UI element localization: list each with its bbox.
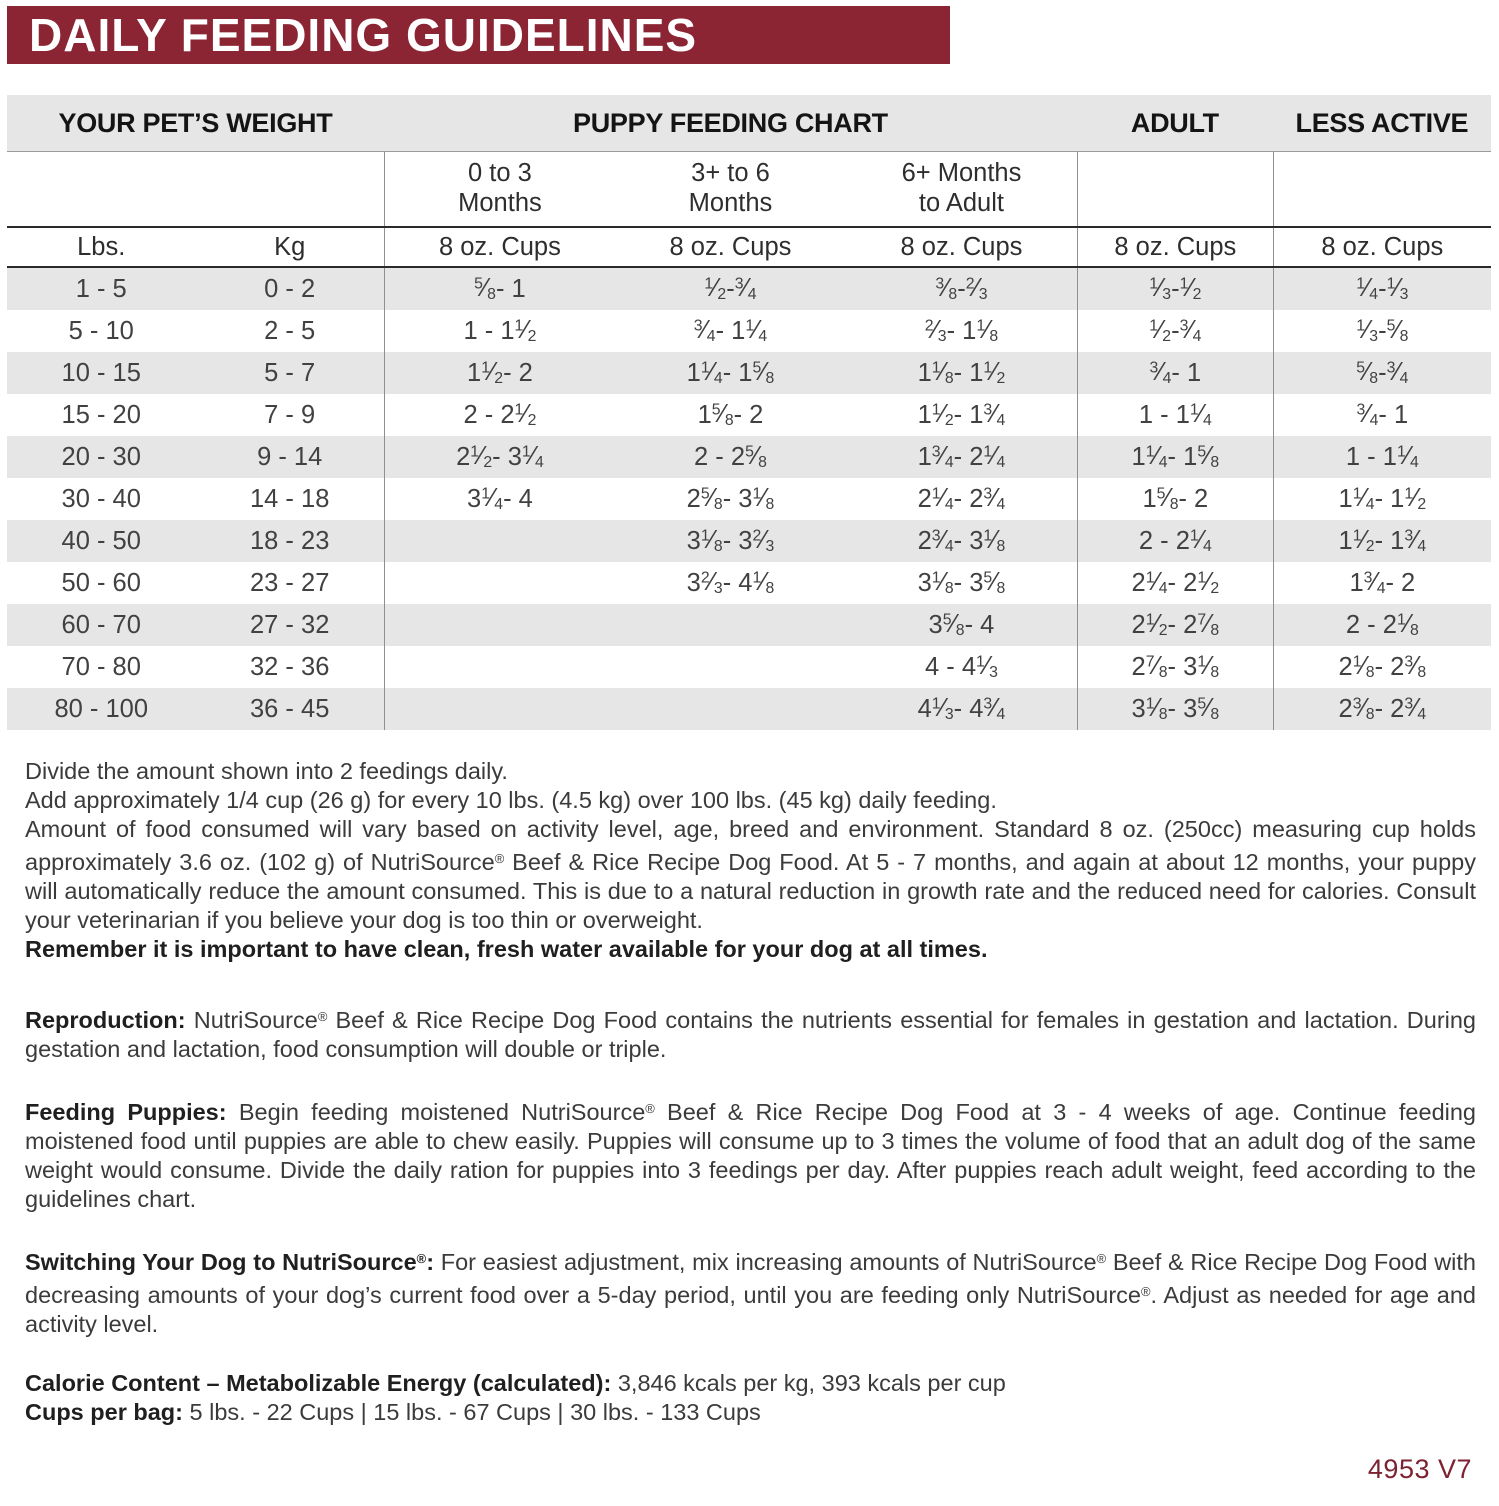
age-range-line: 0 to 3 [468,159,532,188]
cell-puppy-6-adult: 3 $^5⁄_8$ - 4 [928,609,995,640]
cell-less-active: $^1⁄_3$ - $^5⁄_8$ [1273,310,1491,352]
cell-less-active: 1 - 1 $^1⁄_4$ [1273,436,1491,478]
cell-adult: 2 $^1⁄_4$ - 2 $^1⁄_2$ [1077,562,1273,604]
cell-kg: 7 - 9 [264,400,316,429]
note-paragraph: Feeding Puppies: Begin feeding moistened NutriSource® Beef & Rice Recipe Dog Food at 3 - 4 weeks of age. Continue feeding moistened food until puppies are able to chew easily. Puppies will consume up to 3 times the volume of food that an adult dog of the same weight would consume. Divide the daily ration for puppies into 3 feedings per day. After puppies reach adult weight, feed according to the guidelines chart. [25,1099,1476,1213]
note-paragraph: Remember it is important to have clean, fresh water available for your dog at all times. [25,936,988,963]
cell-adult: 1 $^5⁄_8$ - 2 [1077,478,1273,520]
age-range-line: to Adult [918,189,1004,217]
table-row [7,478,1491,520]
cell-puppy-6-adult: 2 $^3⁄_4$ - 3 $^1⁄_8$ [917,525,1006,556]
cell-lbs: 15 - 20 [61,400,141,429]
cell-lbs: 5 - 10 [68,316,134,345]
cell-puppy-0-3: 1 - 1 $^1⁄_2$ [384,310,615,352]
table-row [7,562,1491,604]
cell-puppy-0-3 [384,562,615,604]
age-range-less-active-spacer [1273,152,1491,226]
cell-puppy-6-adult: $^2⁄_3$ - 1 $^1⁄_8$ [924,315,999,346]
cell-less-active: $^3⁄_4$ - 1 [1273,394,1491,436]
cell-less-active: $^1⁄_4$ - $^1⁄_3$ [1273,268,1491,310]
feeding-table [7,95,1491,730]
table-row [7,310,1491,352]
note-paragraph: Divide the amount shown into 2 feedings daily. [25,758,508,784]
units-header-row [7,228,1491,268]
title-banner [7,6,950,64]
cell-puppy-3-6: 2 $^5⁄_8$ - 3 $^1⁄_8$ [686,483,775,514]
cell-adult: 2 $^7⁄_8$ - 3 $^1⁄_8$ [1077,646,1273,688]
unit-kg: Kg [274,232,306,261]
cell-less-active: 2 - 2 $^1⁄_8$ [1273,604,1491,646]
note-lead: Cups per bag: [25,1399,183,1426]
cell-puppy-3-6: 1 $^5⁄_8$ - 2 [697,399,764,430]
cell-puppy-0-3: $^5⁄_8$ - 1 [384,268,615,310]
cell-puppy-3-6: $^3⁄_4$ - 1 $^1⁄_4$ [693,315,768,346]
cell-kg: 23 - 27 [249,568,330,597]
note-lead: Calorie Content – Metabolizable Energy (calculated): [25,1370,612,1397]
table-section-header-row [7,95,1491,152]
cell-puppy-0-3: 1 $^1⁄_2$ - 2 [384,352,615,394]
table-row [7,352,1491,394]
unit-cups-less-active: 8 oz. Cups [1273,228,1491,266]
cell-adult: 3 $^1⁄_8$ - 3 $^5⁄_8$ [1077,688,1273,730]
note-paragraph: Reproduction: NutriSource® Beef & Rice Recipe Dog Food contains the nutrients essential for females in gestation and lactation. During gestation and lactation, food consumption will double or triple. [25,1007,1476,1063]
cell-lbs: 60 - 70 [61,610,141,639]
cell-adult: $^3⁄_4$ - 1 [1077,352,1273,394]
cell-puppy-6-adult: 1 $^1⁄_2$ - 1 $^3⁄_4$ [917,399,1006,430]
cell-puppy-6-adult: 1 $^3⁄_4$ - 2 $^1⁄_4$ [917,441,1006,472]
table-row [7,436,1491,478]
cell-puppy-6-adult: $^3⁄_8$ - $^2⁄_3$ [935,273,988,304]
cell-kg: 9 - 14 [257,442,323,471]
unit-cups-6-adult: 8 oz. Cups [900,232,1023,261]
cell-kg: 14 - 18 [249,484,330,513]
cell-less-active: 1 $^3⁄_4$ - 2 [1273,562,1491,604]
cell-lbs: 10 - 15 [61,358,141,387]
cell-puppy-3-6 [615,646,846,688]
cell-puppy-0-3: 2 - 2 $^1⁄_2$ [384,394,615,436]
cell-adult: 1 - 1 $^1⁄_4$ [1077,394,1273,436]
cell-puppy-3-6 [615,688,846,730]
cell-puppy-6-adult: 4 $^1⁄_3$ - 4 $^3⁄_4$ [917,693,1006,724]
note-lead: Switching Your Dog to NutriSource®: [25,1249,435,1276]
page-title: DAILY FEEDING GUIDELINES [29,9,698,61]
cell-lbs: 40 - 50 [61,526,141,555]
table-row [7,688,1491,730]
unit-cups-adult: 8 oz. Cups [1077,228,1273,266]
cell-kg: 5 - 7 [264,358,316,387]
note-lead: Feeding Puppies: [25,1099,227,1126]
note-paragraph: Switching Your Dog to NutriSource®: For easiest adjustment, mix increasing amounts of NutriSource® Beef & Rice Recipe Dog Food with decreasing amounts of your dog’s current food over a 5-day period, until you are feeding only NutriSource®. Adjust as needed for age and activity level. [25,1249,1476,1338]
cell-adult: $^1⁄_2$ - $^3⁄_4$ [1077,310,1273,352]
cell-less-active: 1 $^1⁄_2$ - 1 $^3⁄_4$ [1273,520,1491,562]
cell-adult: 2 $^1⁄_2$ - 2 $^7⁄_8$ [1077,604,1273,646]
cell-less-active: $^5⁄_8$ - $^3⁄_4$ [1273,352,1491,394]
cell-less-active: 2 $^1⁄_8$ - 2 $^3⁄_8$ [1273,646,1491,688]
note-paragraph: Cups per bag: 5 lbs. - 22 Cups | 15 lbs. - 67 Cups | 30 lbs. - 133 Cups [25,1399,761,1426]
cell-puppy-0-3 [384,604,615,646]
cell-puppy-6-adult: 4 - 4 $^1⁄_3$ [925,651,998,682]
table-row [7,604,1491,646]
cell-kg: 18 - 23 [249,526,330,555]
cell-kg: 0 - 2 [264,274,316,303]
cell-less-active: 2 $^3⁄_8$ - 2 $^3⁄_4$ [1273,688,1491,730]
cell-puppy-3-6 [615,604,846,646]
section-header-less-active: LESS ACTIVE [1295,107,1469,138]
age-range-line: 3+ to 6 [691,159,770,188]
cell-puppy-0-3 [384,646,615,688]
table-row [7,268,1491,310]
note-paragraph: Calorie Content – Metabolizable Energy (calculated): 3,846 kcals per kg, 393 kcals per cup [25,1370,1006,1397]
cell-puppy-3-6: 3 $^1⁄_8$ - 3 $^2⁄_3$ [686,525,775,556]
cell-kg: 27 - 32 [249,610,330,639]
cell-puppy-3-6: 2 - 2 $^5⁄_8$ [694,441,767,472]
cell-puppy-6-adult: 3 $^1⁄_8$ - 3 $^5⁄_8$ [917,567,1006,598]
age-range-line: 6+ Months [901,159,1022,188]
table-row [7,646,1491,688]
age-range-0-3-months [384,152,615,226]
cell-puppy-0-3: 2 $^1⁄_2$ - 3 $^1⁄_4$ [384,436,615,478]
cell-puppy-3-6: 1 $^1⁄_4$ - 1 $^5⁄_8$ [686,357,775,388]
cell-puppy-6-adult: 1 $^1⁄_8$ - 1 $^1⁄_2$ [917,357,1006,388]
note-paragraph: Add approximately 1/4 cup (26 g) for every 10 lbs. (4.5 kg) over 100 lbs. (45 kg) daily feeding. [25,787,997,813]
age-range-adult-spacer [1077,152,1273,226]
age-range-line: Months [458,189,542,217]
cell-adult: $^1⁄_3$ - $^1⁄_2$ [1077,268,1273,310]
age-range-line: Months [688,189,773,217]
section-header-pet-weight: YOUR PET’S WEIGHT [58,107,333,138]
cell-lbs: 70 - 80 [61,652,141,681]
cell-adult: 2 - 2 $^1⁄_4$ [1077,520,1273,562]
cell-adult: 1 $^1⁄_4$ - 1 $^5⁄_8$ [1077,436,1273,478]
cell-puppy-0-3 [384,520,615,562]
table-row [7,520,1491,562]
age-range-header-row [7,152,1491,228]
cell-kg: 36 - 45 [249,694,330,723]
cell-puppy-3-6: $^1⁄_2$ - $^3⁄_4$ [704,273,757,304]
cell-puppy-3-6: 3 $^2⁄_3$ - 4 $^1⁄_8$ [686,567,775,598]
cell-less-active: 1 $^1⁄_4$ - 1 $^1⁄_2$ [1273,478,1491,520]
age-range-spacer [7,152,384,226]
age-range-3-6-months [615,152,846,226]
table-row [7,394,1491,436]
cell-lbs: 80 - 100 [54,694,149,723]
cell-lbs: 20 - 30 [61,442,141,471]
cell-puppy-0-3: 3 $^1⁄_4$ - 4 [384,478,615,520]
section-header-adult: ADULT [1130,107,1219,138]
age-range-6-months-adult [846,152,1077,226]
cell-kg: 32 - 36 [249,652,330,681]
cell-lbs: 1 - 5 [75,274,127,303]
cell-lbs: 50 - 60 [61,568,141,597]
unit-lbs: Lbs. [77,232,126,261]
cell-puppy-6-adult: 2 $^1⁄_4$ - 2 $^3⁄_4$ [917,483,1006,514]
cell-kg: 2 - 5 [264,316,316,345]
version-code: 4953 V7 [1367,1454,1472,1484]
cell-puppy-0-3 [384,688,615,730]
table-body [7,268,1491,730]
note-paragraph: Amount of food consumed will vary based on activity level, age, breed and environment. Standard 8 oz. (250cc) measuring cup holds approximately 3.6 oz. (102 g) of NutriSource® Beef & Rice Recipe Dog Food. At 5 - 7 months, and again at about 12 months, your puppy will automatically reduce the amount consumed. This is due to a natural reduction in growth rate and the reduced need for calories. Consult your veterinarian if you believe your dog is too thin or overweight. [25,816,1476,934]
cell-lbs: 30 - 40 [61,484,141,513]
feeding-notes [25,757,1476,1427]
note-lead: Reproduction: [25,1007,186,1034]
unit-cups-0-3: 8 oz. Cups [384,228,615,266]
section-header-puppy-chart: PUPPY FEEDING CHART [573,107,888,138]
unit-cups-3-6: 8 oz. Cups [669,232,792,261]
